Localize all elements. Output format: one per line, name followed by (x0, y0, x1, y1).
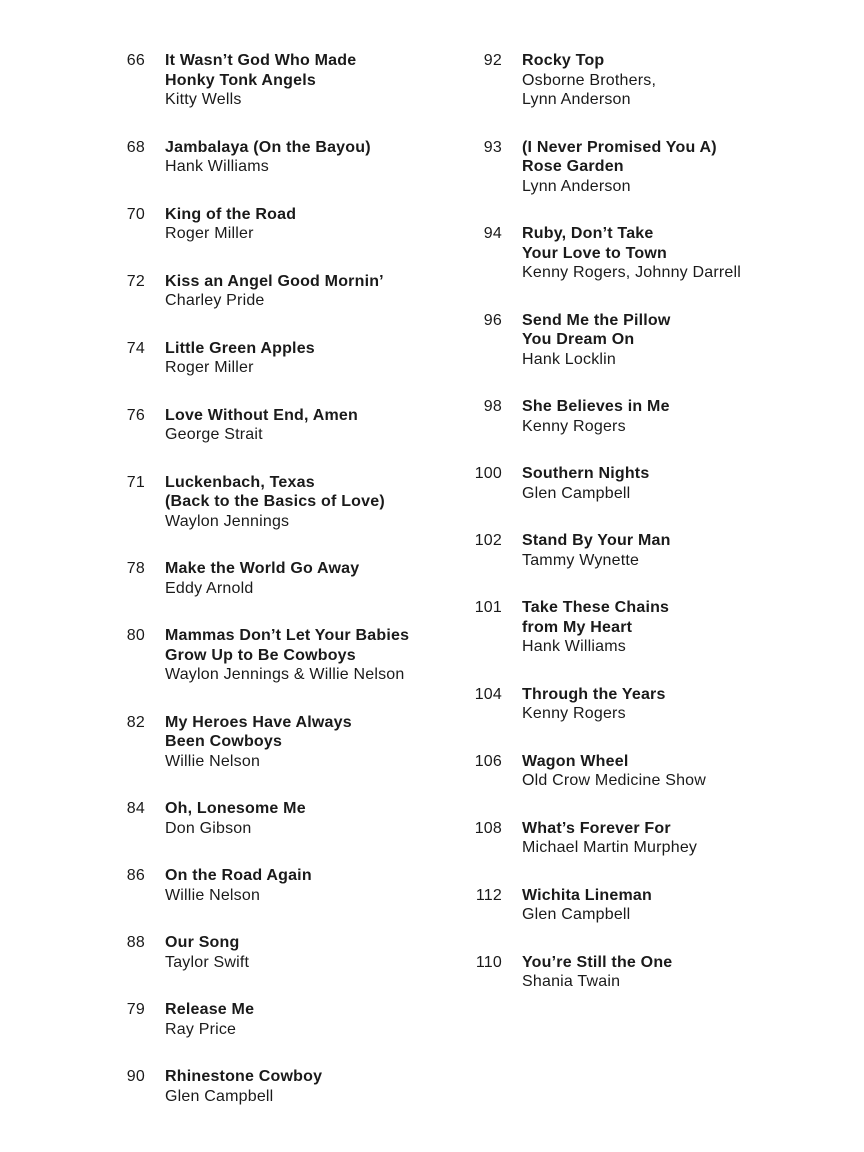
page-number: 94 (483, 225, 502, 242)
page-number: 71 (126, 473, 145, 491)
page-number: 86 (126, 867, 145, 884)
song-artist: Taylor Swift (165, 953, 250, 971)
song-entry[interactable] (0, 866, 440, 905)
song-artist: Lynn Anderson (522, 177, 631, 195)
page-number: 104 (474, 685, 502, 703)
song-entry[interactable] (0, 1067, 440, 1106)
song-entry[interactable] (0, 1000, 440, 1039)
song-title: You’re Still the One (522, 953, 673, 971)
song-entry[interactable] (440, 819, 864, 858)
song-title: My Heroes Have Always Been Cowboys (165, 713, 352, 750)
song-artist: Glen Campbell (522, 906, 631, 923)
song-entry[interactable] (440, 224, 864, 283)
song-entry[interactable] (440, 886, 864, 925)
song-entry[interactable] (0, 339, 440, 378)
song-artist: George Strait (165, 426, 263, 443)
song-title: On the Road Again (165, 867, 312, 884)
song-artist: Ray Price (165, 1020, 237, 1038)
song-entry[interactable] (440, 51, 864, 110)
song-artist: Hank Williams (165, 158, 269, 175)
page-number: 88 (126, 934, 145, 951)
song-artist: Roger Miller (165, 359, 254, 376)
song-title: Wagon Wheel (522, 752, 629, 770)
page-number: 76 (126, 406, 145, 424)
page-number: 84 (126, 800, 145, 817)
song-title: Send Me the Pillow You Dream On (522, 311, 671, 348)
contents-right-column (440, 51, 864, 1020)
song-entry[interactable] (0, 51, 440, 110)
song-entry[interactable] (440, 531, 864, 570)
song-title: What’s Forever For (522, 819, 671, 837)
song-title: Mammas Don’t Let Your Babies Grow Up to Be Cowboys (165, 627, 410, 664)
song-artist: Kitty Wells (165, 91, 242, 108)
song-artist: Glen Campbell (522, 484, 631, 502)
song-entry[interactable] (440, 464, 864, 503)
song-entry[interactable] (0, 713, 440, 772)
song-title: (I Never Promised You A) Rose Garden (522, 138, 717, 175)
page-number: 101 (474, 599, 502, 616)
song-artist: Hank Williams (522, 638, 626, 655)
song-title: Make the World Go Away (165, 560, 360, 577)
song-artist: Hank Locklin (522, 350, 617, 368)
song-entry[interactable] (440, 311, 864, 370)
song-entry[interactable] (0, 473, 440, 532)
page-number: 92 (483, 52, 502, 69)
song-title: Rocky Top (522, 52, 605, 69)
song-entry[interactable] (440, 752, 864, 791)
song-artist: Waylon Jennings (165, 512, 290, 530)
page-number: 106 (474, 752, 502, 770)
page-number: 68 (126, 138, 145, 156)
song-artist: Willie Nelson (165, 752, 261, 770)
song-title: Oh, Lonesome Me (165, 800, 306, 817)
song-artist: Kenny Rogers (522, 417, 626, 435)
song-title: King of the Road (165, 205, 297, 223)
song-entry[interactable] (0, 933, 440, 972)
song-artist: Don Gibson (165, 819, 252, 837)
song-artist: Shania Twain (522, 973, 621, 990)
song-title: Ruby, Don’t Take Your Love to Town (522, 225, 668, 262)
song-entry[interactable] (0, 799, 440, 838)
song-entry[interactable] (440, 598, 864, 657)
song-title: Our Song (165, 934, 240, 951)
song-entry[interactable] (0, 138, 440, 177)
song-artist: Willie Nelson (165, 886, 261, 904)
song-title: It Wasn’t God Who Made Honky Tonk Angels (165, 52, 357, 89)
song-artist: Eddy Arnold (165, 579, 254, 597)
song-entry[interactable] (440, 685, 864, 724)
song-title: Take These Chains from My Heart (522, 599, 670, 636)
song-artist: Glen Campbell (165, 1087, 274, 1105)
page-number: 112 (475, 886, 502, 904)
song-title: Rhinestone Cowboy (165, 1068, 323, 1085)
song-artist: Old Crow Medicine Show (522, 772, 707, 789)
page-number: 96 (483, 311, 502, 329)
page-number: 78 (126, 560, 145, 577)
song-artist: Roger Miller (165, 225, 254, 242)
song-title: She Believes in Me (522, 398, 670, 415)
song-entry[interactable] (0, 406, 440, 445)
page-number: 93 (483, 138, 502, 156)
contents-left-column (0, 51, 440, 1134)
song-artist: Charley Pride (165, 292, 265, 309)
song-title: Wichita Lineman (522, 886, 652, 904)
page-number: 90 (126, 1068, 145, 1085)
page-number: 102 (474, 532, 502, 549)
song-entry[interactable] (440, 397, 864, 436)
song-artist: Kenny Rogers (522, 705, 626, 722)
song-entry[interactable] (0, 559, 440, 598)
page-number: 82 (126, 713, 145, 731)
page-number: 80 (126, 627, 145, 644)
song-title: Kiss an Angel Good Mornin’ (165, 272, 384, 290)
song-title: Little Green Apples (165, 339, 315, 357)
song-title: Stand By Your Man (522, 532, 671, 549)
page-number: 70 (126, 205, 145, 223)
page-number: 79 (126, 1001, 145, 1018)
song-title: Southern Nights (522, 465, 650, 482)
song-entry[interactable] (440, 953, 864, 992)
song-entry[interactable] (0, 626, 440, 685)
song-artist: Waylon Jennings & Willie Nelson (165, 666, 405, 683)
song-artist: Osborne Brothers, Lynn Anderson (522, 71, 657, 108)
page-number: 66 (126, 52, 145, 69)
song-title: Luckenbach, Texas (Back to the Basics of Love) (165, 473, 385, 510)
song-artist: Tammy Wynette (522, 551, 640, 569)
song-title: Through the Years (522, 685, 666, 703)
page-number: 108 (474, 819, 502, 837)
page-number: 100 (474, 465, 502, 482)
song-entry[interactable] (440, 138, 864, 197)
song-artist: Michael Martin Murphey (522, 839, 698, 856)
song-entry[interactable] (0, 205, 440, 244)
song-title: Release Me (165, 1001, 255, 1018)
song-title: Love Without End, Amen (165, 406, 358, 424)
song-artist: Kenny Rogers, Johnny Darrell (522, 264, 742, 281)
song-title: Jambalaya (On the Bayou) (165, 138, 371, 156)
page-number: 74 (126, 339, 145, 357)
page-number: 98 (483, 398, 502, 415)
page-number: 72 (126, 272, 145, 290)
song-entry[interactable] (0, 272, 440, 311)
page-number: 110 (475, 953, 502, 971)
